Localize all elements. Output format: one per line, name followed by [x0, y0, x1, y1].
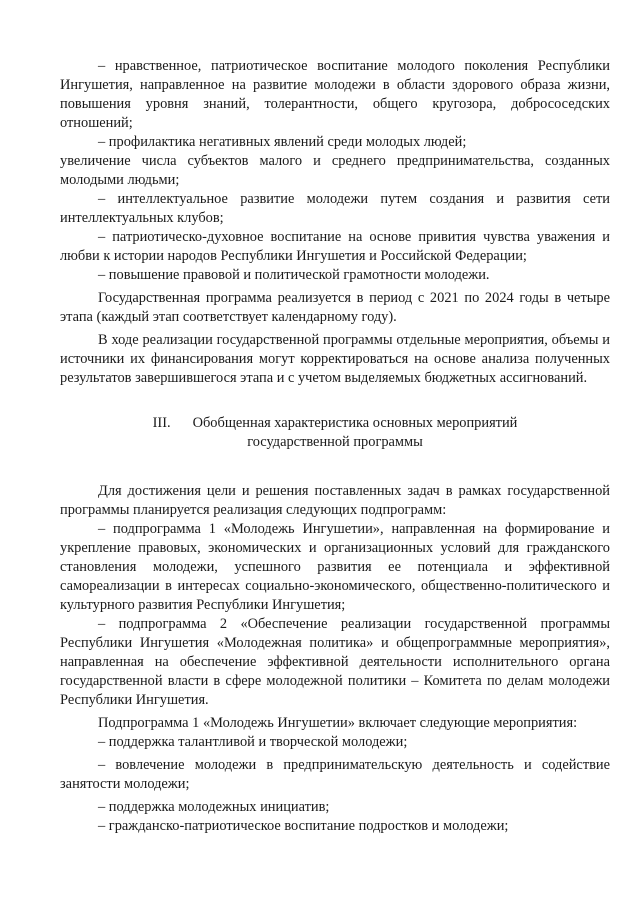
paragraph: – вовлечение молодежи в предпринимательскую деятельность и содействие занятости молодежи;: [60, 757, 610, 792]
paragraph: Государственная программа реализуется в период с 2021 по 2024 годы в четыре этапа (каждый этап соответствует календарному году).: [60, 290, 610, 325]
paragraph: – подпрограмма 2 «Обеспечение реализации государственной программы Республики Ингушетия «Молодежная политика» и общепрограммные мероприятия», направленная на обеспечение эффективной деятельности исполнительного органа государственной власти в сфере молодежной политики – Комитета по делам молодежи Республики Ингушетия.: [60, 616, 610, 708]
paragraph: – повышение правовой и политической грамотности молодежи.: [98, 267, 490, 283]
paragraph: В ходе реализации государственной программы отдельные мероприятия, объемы и источники их финансирования могут корректироваться на основе анализа полученных результатов завершившегося этапа и с учетом выделяемых бюджетных ассигнований.: [60, 332, 610, 386]
paragraph: – интеллектуальное развитие молодежи путем создания и развития сети интеллектуальных клубов;: [60, 191, 610, 226]
paragraph: – подпрограмма 1 «Молодежь Ингушетии», направленная на формирование и укрепление правовых, экономических и организационных условий для гражданского становления молодежи, успешного развития ее потенциала и эффективной самореализации в интересах социально-экономического, общественно-политического и культурного развития Республики Ингушетия;: [60, 521, 610, 613]
paragraph: – поддержка молодежных инициатив;: [98, 799, 330, 815]
paragraph: – поддержка талантливой и творческой молодежи;: [98, 734, 408, 750]
section-title-line2: государственной программы: [247, 434, 423, 450]
paragraph: – патриотическо-духовное воспитание на основе привития чувства уважения и любви к истории народов Республики Ингушетия и Российской Федерации;: [60, 229, 610, 264]
paragraph: Для достижения цели и решения поставленных задач в рамках государственной программы планируется реализация следующих подпрограмм:: [60, 483, 610, 518]
paragraph: – нравственное, патриотическое воспитание молодого поколения Республики Ингушетия, направленное на развитие молодежи в области здорового образа жизни, повышения уровня знаний, толерантности, общего кругозора, добрососедских отношений;: [60, 58, 610, 131]
paragraph: – гражданско-патриотическое воспитание подростков и молодежи;: [98, 818, 509, 834]
document-body: [60, 57, 610, 836]
section-number: III.: [152, 415, 171, 431]
paragraph: Подпрограмма 1 «Молодежь Ингушетии» включает следующие мероприятия:: [98, 715, 578, 731]
paragraph: – профилактика негативных явлений среди молодых людей;: [98, 134, 467, 150]
section-title-line1: Обобщенная характеристика основных мероприятий: [192, 415, 518, 431]
paragraph: увеличение числа субъектов малого и среднего предпринимательства, созданных молодыми людьми;: [60, 153, 610, 188]
section-heading: [60, 414, 610, 452]
